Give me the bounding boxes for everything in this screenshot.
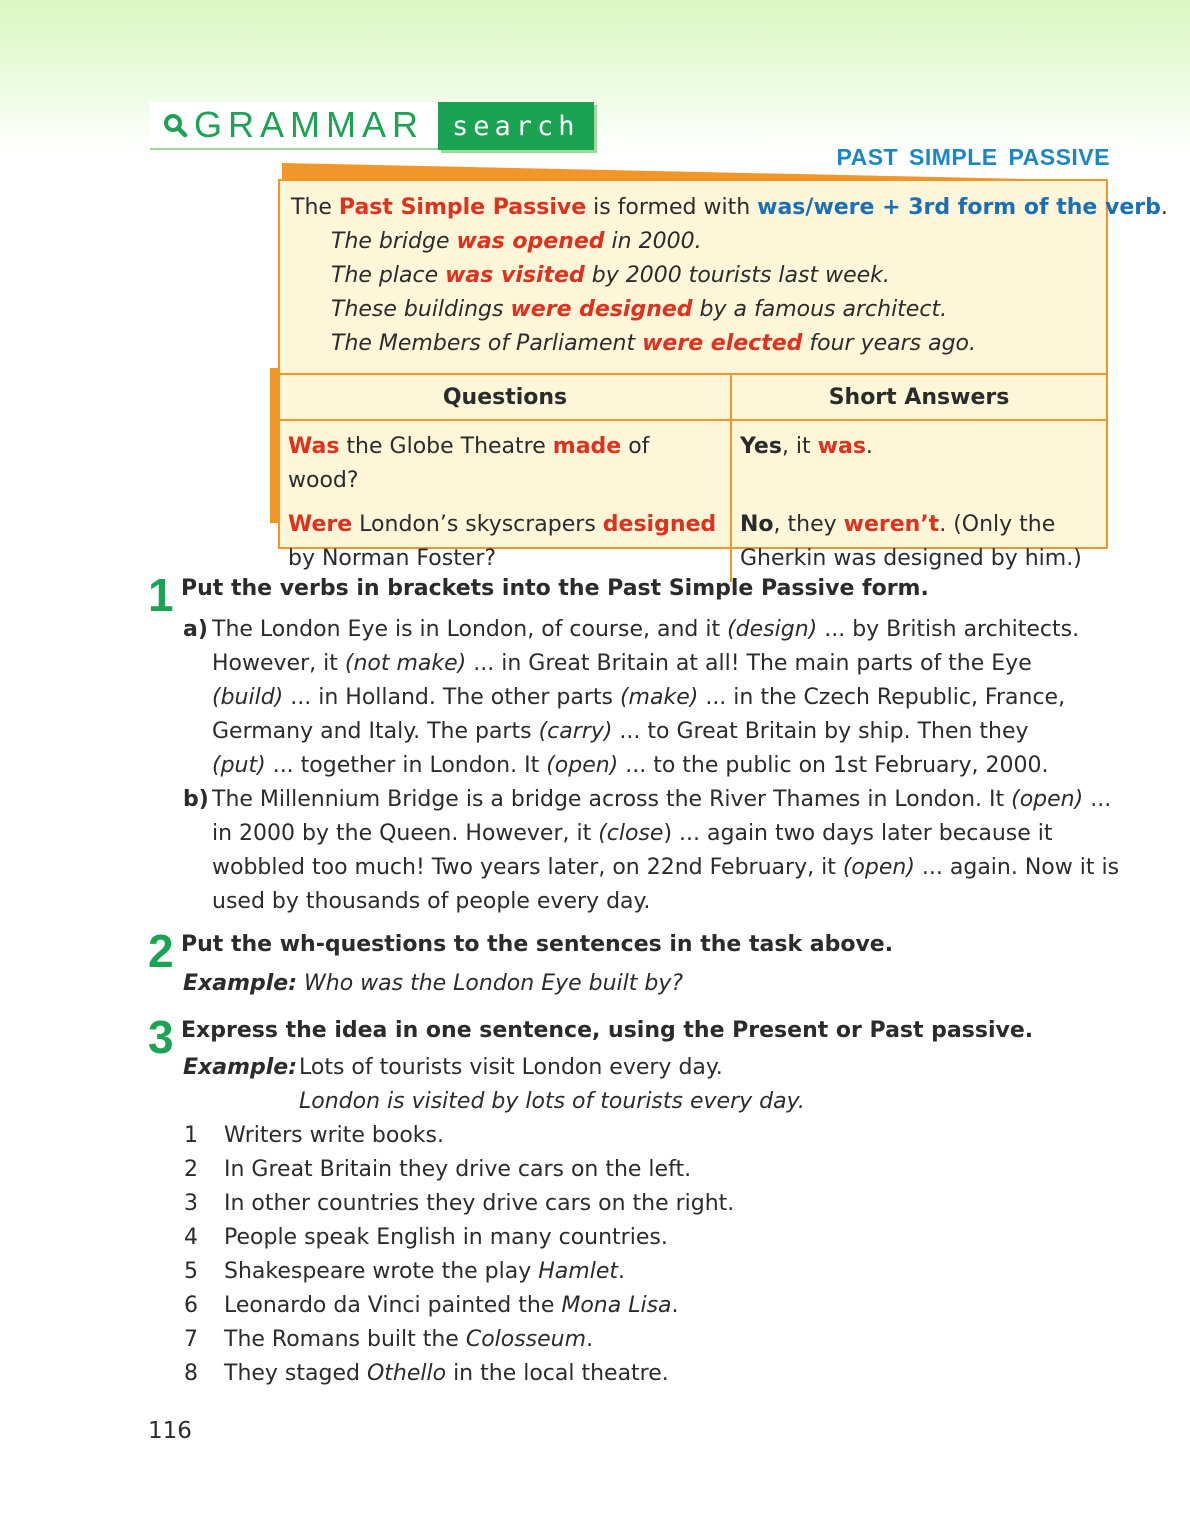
example-text: four years ago. xyxy=(802,331,977,356)
aux-verb: was xyxy=(817,434,866,459)
item-text: Writers write books. xyxy=(224,1123,444,1148)
line-text: ... in Great Britain at all! The main parts of the Eye xyxy=(466,651,1032,676)
exercise-1 xyxy=(148,569,1128,922)
list-item xyxy=(184,1357,734,1391)
item-number: 7 xyxy=(184,1327,198,1352)
line-text: ... in the Czech Republic, France, xyxy=(698,685,1066,710)
verb-prompt: (close xyxy=(598,821,664,846)
text-line xyxy=(212,715,1128,749)
part-text xyxy=(212,783,1128,919)
rule-explanation xyxy=(280,181,1168,361)
line-text: ... to Great Britain by ship. Then they xyxy=(612,719,1029,744)
cell-text: Gherkin was designed by him.) xyxy=(740,546,1082,571)
verb-prompt: (build) xyxy=(212,685,284,710)
example-text: by 2000 tourists last week. xyxy=(584,263,890,288)
rule-example xyxy=(291,327,1096,361)
exercise-number: 1 xyxy=(148,569,174,621)
line-text: Germany and Italy. The parts xyxy=(212,719,539,744)
exercise-number: 2 xyxy=(148,925,174,977)
line-text: However, it xyxy=(212,651,345,676)
line-text: ... xyxy=(1083,787,1112,812)
rule-form: was/were + 3rd form of the verb xyxy=(757,195,1161,220)
exercise-part-b xyxy=(183,783,1128,919)
rule-example xyxy=(291,225,1096,259)
aux-verb: weren’t xyxy=(843,512,940,537)
list-item xyxy=(184,1187,734,1221)
list-item xyxy=(184,1119,734,1153)
part-label: a) xyxy=(183,617,208,642)
text-line xyxy=(212,647,1128,681)
section-title: PAST SIMPLE PASSIVE xyxy=(836,144,1110,170)
line-text: ... by British architects. xyxy=(817,617,1080,642)
cell-text: . xyxy=(865,434,873,459)
list-item xyxy=(184,1289,734,1323)
verb-prompt: (open) xyxy=(1011,787,1084,812)
exercise-part-a xyxy=(183,613,1128,783)
cell-text: the Globe Theatre xyxy=(339,434,553,459)
item-text: . xyxy=(618,1259,625,1284)
verb-prompt: (design) xyxy=(727,617,818,642)
text-line xyxy=(212,749,1128,783)
text-line xyxy=(212,783,1128,817)
participle: designed xyxy=(602,512,717,537)
question-cell xyxy=(280,504,731,582)
exercise-number: 3 xyxy=(148,1011,174,1063)
cell-text: of wood? xyxy=(288,434,650,493)
example-verb: were designed xyxy=(510,297,693,322)
exercise-instruction: Put the verbs in brackets into the Past Simple Passive form. xyxy=(181,576,929,601)
item-number: 8 xyxy=(184,1361,198,1386)
item-text: Leonardo da Vinci painted the xyxy=(224,1293,562,1318)
line-text: ... again. Now it is xyxy=(914,855,1120,880)
column-header-questions: Questions xyxy=(280,374,731,420)
item-title: Hamlet xyxy=(538,1259,618,1284)
example-verb: were elected xyxy=(642,331,803,356)
rule-intro xyxy=(291,191,1168,225)
item-title: Colosseum xyxy=(465,1327,587,1352)
example-answer: London is visited by lots of tourists every day. xyxy=(299,1089,805,1114)
verb-prompt: (open) xyxy=(546,753,619,778)
example-line: Lots of tourists visit London every day. xyxy=(299,1055,723,1080)
aux-verb: Was xyxy=(288,434,340,459)
line-text: ) ... again two days later because it xyxy=(663,821,1053,846)
line-text: in 2000 by the Queen. However, it xyxy=(212,821,599,846)
rule-term: Past Simple Passive xyxy=(338,195,587,220)
table-header-row xyxy=(280,374,1106,420)
item-text: They staged xyxy=(224,1361,367,1386)
cell-text: , they xyxy=(773,512,844,537)
example-line xyxy=(183,967,1128,1001)
list-item xyxy=(184,1221,734,1255)
exercise-3 xyxy=(148,1011,1128,1394)
magnifier-icon xyxy=(162,112,188,138)
grammar-label-box xyxy=(150,102,438,150)
example-label: Example: xyxy=(183,1055,297,1080)
line-text: ... in Holland. The other parts xyxy=(283,685,620,710)
example-text: The place xyxy=(331,263,446,288)
exercise-instruction: Express the idea in one sentence, using the Present or Past passive. xyxy=(181,1018,1034,1043)
answer-word: Yes xyxy=(740,434,782,459)
example-verb: was opened xyxy=(456,229,605,254)
item-text: in the local theatre. xyxy=(446,1361,669,1386)
text-line xyxy=(212,681,1128,715)
grammar-label: GRAMMAR xyxy=(194,104,424,145)
table-row xyxy=(280,504,1106,582)
answer-cell xyxy=(731,420,1106,504)
list-item xyxy=(184,1153,734,1187)
text-line xyxy=(212,851,1128,885)
line-text: wobbled too much! Two years later, on 22nd February, it xyxy=(212,855,843,880)
item-text: In other countries they drive cars on the right. xyxy=(224,1191,735,1216)
exercise-example xyxy=(183,1051,1128,1119)
item-number: 6 xyxy=(184,1293,198,1318)
item-number: 4 xyxy=(184,1225,198,1250)
cell-text: by Norman Foster? xyxy=(288,546,497,571)
item-text: . xyxy=(586,1327,594,1352)
aux-verb: Were xyxy=(288,512,353,537)
example-verb: was visited xyxy=(445,263,585,288)
example-text: Who was the London Eye built by? xyxy=(297,971,684,996)
verb-prompt: (not make) xyxy=(344,651,467,676)
list-item xyxy=(184,1323,734,1357)
rule-text: The xyxy=(291,195,339,220)
list-item xyxy=(184,1255,734,1289)
item-text: Shakespeare wrote the play xyxy=(224,1259,539,1284)
cell-text: , it xyxy=(781,434,818,459)
item-text: The Romans built the xyxy=(224,1327,466,1352)
example-text: The bridge xyxy=(331,229,457,254)
exercise-instruction: Put the wh-questions to the sentences in the task above. xyxy=(181,932,894,957)
answer-cell xyxy=(731,504,1106,582)
item-number: 3 xyxy=(184,1191,198,1216)
rule-example xyxy=(291,259,1096,293)
line-text: ... to the public on 1st February, 2000. xyxy=(618,753,1049,778)
item-title: Othello xyxy=(366,1361,447,1386)
verb-prompt: (open) xyxy=(842,855,915,880)
item-text: People speak English in many countries. xyxy=(224,1225,668,1250)
line-text: ... together in London. It xyxy=(265,753,547,778)
verb-prompt: (carry) xyxy=(538,719,613,744)
item-title: Mona Lisa xyxy=(561,1293,672,1318)
item-text: In Great Britain they drive cars on the left. xyxy=(224,1157,692,1182)
grammar-box xyxy=(278,179,1168,571)
line-text: The London Eye is in London, of course, and it xyxy=(212,617,728,642)
participle: made xyxy=(552,434,622,459)
rule-example xyxy=(291,293,1096,327)
text-line xyxy=(212,613,1128,647)
verb-prompt: (make) xyxy=(619,685,699,710)
verb-prompt: (put) xyxy=(212,753,266,778)
question-cell xyxy=(280,420,731,504)
questions-answers-table xyxy=(280,373,1106,582)
answer-word: No xyxy=(740,512,774,537)
item-number: 2 xyxy=(184,1157,198,1182)
part-text xyxy=(212,613,1128,783)
item-number: 5 xyxy=(184,1259,198,1284)
example-label: Example: xyxy=(183,971,297,996)
exercise-items-list xyxy=(184,1119,734,1391)
exercise-example xyxy=(183,967,1128,1001)
text-line xyxy=(212,885,1128,919)
line-text: The Millennium Bridge is a bridge across the River Thames in London. It xyxy=(212,787,1012,812)
example-text: The Members of Parliament xyxy=(331,331,643,356)
line-text: used by thousands of people every day. xyxy=(212,889,651,914)
grammar-search-header xyxy=(150,102,594,150)
rule-text: is formed with xyxy=(586,195,758,220)
item-number: 1 xyxy=(184,1123,198,1148)
page-number: 116 xyxy=(148,1418,192,1444)
rule-text: . xyxy=(1160,195,1168,220)
example-text: in 2000. xyxy=(604,229,702,254)
column-header-short-answers: Short Answers xyxy=(731,374,1106,420)
cell-text: London’s skyscrapers xyxy=(352,512,603,537)
text-line xyxy=(212,817,1128,851)
example-text: These buildings xyxy=(331,297,511,322)
item-text: . xyxy=(671,1293,679,1318)
part-label: b) xyxy=(183,787,209,812)
cell-text: . (Only the xyxy=(939,512,1056,537)
grammar-rule-panel xyxy=(270,163,1168,571)
table-row xyxy=(280,420,1106,504)
search-label: search xyxy=(438,102,594,150)
exercise-2 xyxy=(148,925,1128,1004)
example-text: by a famous architect. xyxy=(692,297,948,322)
